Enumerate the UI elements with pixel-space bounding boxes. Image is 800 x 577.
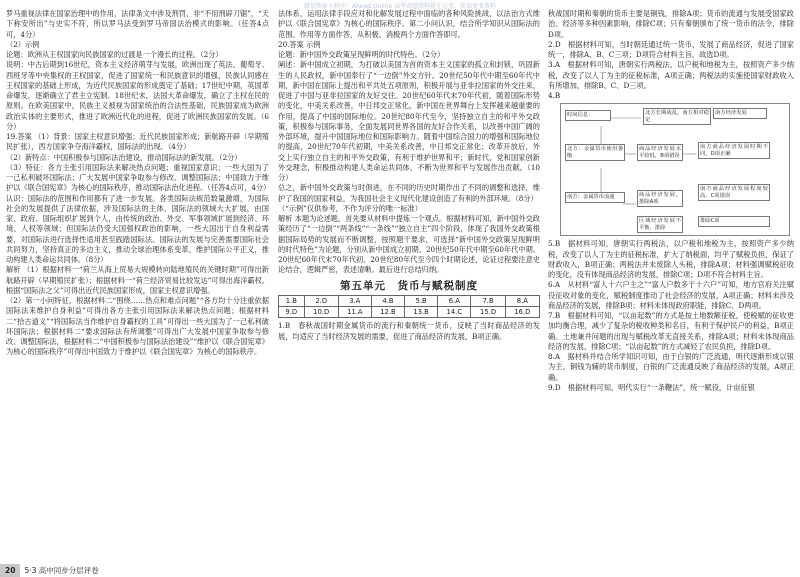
unit-title: 第五单元 货币与赋税制度 <box>340 279 478 292</box>
column-middle <box>278 9 540 342</box>
paragraph: 说明：中古后期到16世纪，资本主义经济萌芽与发展，欧洲出现了英法、葡萄牙、西班牙等中央集权的王权国家，促进了国家统一和民族意识的增强，民族认同感在王权国家的基础上形成，为近代民族国家的形成奠定了基础；17世纪中期，英国革命爆发，逐渐确立了君主立宪制。18世纪末，法国大革命爆发，确立了主权在民的原则。在欧美国家中，民族主义被视为国家统治的合法性基础，民族国家成为欧洲政治实体的主要形式，推进了欧洲近代化的进程，促进了欧洲民族国家的发展。（6分） <box>6 60 269 131</box>
watermark: 微信搜索小程序：Ahead.Online 高考命题资料就在这里，获取更多资料 <box>303 3 497 10</box>
page-footer <box>0 563 190 577</box>
book-title: 5·3 高中同步分层评卷 <box>24 565 99 575</box>
analysis-diagram <box>560 103 790 236</box>
paragraph: （“示例”仅供参考，不作为评分的唯一标准） <box>278 203 422 213</box>
paragraph: （2）新特点：中国积极参与国际法治建设，推动国际法的新发展。（2分） <box>6 152 242 162</box>
answer-cell: 9.D <box>279 307 305 318</box>
paragraph: 论题：新中国外交政策呈现鲜明的时代特色。（2分） <box>278 50 445 59</box>
paragraph: 2.D 根据材料可知，当时朝廷通过统一货币，发展了商品经济，促进了国家统一，排除A、B、C三项；D项符合材料主旨，故选D项。 <box>548 39 794 59</box>
answer-cell: 2.D <box>304 295 338 306</box>
paragraph: 20.答案 示例 <box>278 39 321 49</box>
paragraph: 19.答案 （1）背景：国家主权意识增强；近代民族国家形成；新航路开辟（早期殖民扩张），西方国家争夺海洋霸权，国际法的出现。（4分） <box>6 132 269 152</box>
diagram-node: 南方商品经济发展程度较高，C项错误 <box>698 184 770 201</box>
answer-cell: 5.B <box>405 295 438 306</box>
diagram-node: 北方长期战乱，南方相对稳定 <box>643 108 711 125</box>
paragraph: 解析 （1）根据材料一“荷兰从海上贸易大规模转向陆地殖民的关键时期”可得出新航路开辟（早期殖民扩张）；根据材料一“荷兰经济贸易比较发达”可得出海洋霸权。根据“国际法之父”可得出近代民族国家形成，国家主权意识增强。 <box>6 265 269 295</box>
paragraph: 秋战国时期和秦朝的货币主要是铜钱，排除A项；货币的流通与发展受国家政治、经济等多种因素影响，排除C项；只有秦朝颁布了统一货币的法令，排除D项。 <box>548 9 794 39</box>
diagram-node: 北方：金属货币使用萎缩 <box>565 144 625 161</box>
diagram-node: 时间信息： <box>565 110 611 121</box>
paragraph: 5.B 据材料可知，唐朝实行两税法，以户税和地税为主，按照资产多少纳税，改变了以人丁为主的征税标准，扩大了纳税面，均平了赋税负担，保证了财政收入，B项正确；两税法并未废除人头税，排除A项；材料强调赋税征收的变化，没有体现商品经济的发展，排除C项；D项不符合材料主旨。 <box>548 239 794 279</box>
paragraph: 认识：国际法的范围和作用都有了进一步发展。各类国际法规范数量激增，为国际社会的发展提供了法律依据，涉及国际法的主体、国际法的领域大大扩展，由国家、政府、国际组织扩展到个人，由传统的政治、外交、军事领域扩展到经济、环境、人权等领域；但国际法仍受大国强权政治的影响，一些大国出于自身利益需要，对国际法进行选择性适用甚至践踏国际法。国际法的发展与完善需要国际社会共同努力，坚持真正的多边主义，推动全球治理体系变革，维护国际公平正义，推动构建人类命运共同体。（8分） <box>6 193 269 264</box>
paragraph: 6.A 从材料“富人十六户主之”“富人户数多于十六户”可知，地方官府关注赋役征收对象的变化，赋税制度推动了社会经济的发展，A项正确；材料未涉及商品经济的发展，排除B项；材料未体现政府职能，排除C、D两项。 <box>548 280 794 310</box>
paragraph: 总之，新中国外交政策与时俱进，在不同的历史时期作出了不同的调整和选择，维护了我国的国家利益，为我国社会主义现代化建设创造了有利的外部环境。（8分） <box>278 183 540 203</box>
answer-cell: 11.A <box>338 307 371 318</box>
answer-cell: 10.D <box>304 307 338 318</box>
paragraph: 1.B 春秋战国时期金属货币的流行和秦朝统一货币，反映了当时商品经济的发展，均适应了当时经济发展的需要，促进了商品经济的发展，B项正确。 <box>278 321 540 341</box>
paragraph: 3.A 根据材料可知，唐朝实行两税法，以户税和地税为主，按照资产多少纳税，改变了以人丁为主的征税标准，A项正确；两税法的实施使国家财政收入有所增加，排除B、C、D三项。 <box>548 60 794 90</box>
paragraph: （3）特征：各方主张引用国际法来解决热点问题；重视国家意识；一些大国为了一己私利破坏国际法；广大发展中国家争取参与修改、调整国际法；中国致力于维护以《联合国宪章》为核心的国际秩序，推动国际法治化进程。（任答4点可，4分） <box>6 162 271 193</box>
answer-cell: 12.B <box>371 307 404 318</box>
answer-cell: 16.D <box>505 307 539 318</box>
diagram-node: 区域经济发展不平衡，排除 <box>637 216 683 233</box>
paragraph: 7.B 根据材料可知，“以亩起数”的方式是按土地数额征税，使税赋的征收更加均衡合理，减少了复杂的税收种类和名目，有利于保护民户的利益，B项正确。土地兼并问题的出现与赋税改革无直接关系，排除A项；材料未体现商品经济的发展，排除C项；“以亩起数”的方式减轻了农民负担，排除D项。 <box>548 311 794 351</box>
diagram-node: 商品经济发展，排除A项 <box>637 190 683 207</box>
answer-table <box>278 295 540 319</box>
answer-cell: 4.B <box>371 295 404 306</box>
paragraph: 阐述：新中国成立初期，为打破以美国为首的资本主义国家的孤立和封锁，巩固新生的人民政权，新中国奉行了“一边倒”外交方针。20世纪50年代中期至60年代中期，新中国在国际上提出和平共处五项原则，积极开展与亚非拉国家的外交往来，促进了中国与亚非拉国家的友好交往。20世纪60年代末70年代初，随着国际形势的变化，中美关系改善，中日邦交正常化，新中国在世界舞台上发挥越来越重要的作用，提高了中国的国际地位。20世纪80年代至今，坚持独立自主的和平外交政策，积极参与国际事务，全面发展同世界各国的友好合作关系，以改善中国广阔的外部环境，提升中国国际地位和国际影响力。随着中国综合国力的增强和国际地位的提高，20世纪70年代初期，中美关系改善，中日邦交正常化；改革开放后，外交上实行独立自主的和平外交政策，有利于维护世界和平；新时代，党和国家创新外交理念，积极推动构建人类命运共同体，不断为世界和平与发展作出贡献。（10分） <box>278 60 540 182</box>
paragraph: 8.A 据材料并结合所学知识可知，由于白银的广泛流通，明代逐渐形成以银为主、铜钱为辅的货币制度，白银的广泛流通反映了商品经济的发展，A项正确。 <box>548 352 794 382</box>
answer-cell: 8.A <box>505 295 539 306</box>
diagram-node: 南方商品经济发展时期不同，D项正确 <box>698 142 770 159</box>
answer-cell: 7.B <box>471 295 505 306</box>
answer-cell: 15.D <box>471 307 505 318</box>
paragraph: 9.D 根据材料可知，明代实行“一条鞭法”，统一赋役，计亩征银 <box>548 382 755 392</box>
paragraph: （2）示例 <box>6 39 40 49</box>
paragraph: 4.B <box>548 91 561 100</box>
paragraph: 法体系，运用法律手段应对和化解发展过程中面临的各种风险挑战，以法治方式维护以《联合国宪章》为核心的国际秩序。第二小问认识，结合所学知识从国际法的范围、作用等方面作答，从积极、消极两个方面作答即可。 <box>278 9 540 39</box>
diagram-node: 商品经济发展水平较低，B项错误 <box>637 144 683 161</box>
answer-cell: 14.C <box>438 307 471 318</box>
page-number: 20 <box>0 564 20 577</box>
table-row <box>279 307 540 318</box>
column-right <box>548 9 794 393</box>
answer-cell: 13.B <box>405 307 438 318</box>
paragraph: 解析 本题为论述题，首先要从材料中提炼一个观点。根据材料可知，新中国外交政策经历了“一边倒”“两条线”“一条线”“独立自主”四个阶段，体现了我国外交政策根据国际局势的发展而不断调整，按照题干要求，可选择“新中国外交政策呈现鲜明的时代特色”为论题，分别从新中国成立初期、20世纪50年代中期至60年代中期、20世纪60年代末70年代初、20世纪80年代至今四个时期论述，论证过程要注意史论结合，逻辑严密，表述清晰。最后进行总结归纳。 <box>278 214 540 275</box>
answer-cell: 6.A <box>438 295 471 306</box>
answer-cell: 3.A <box>338 295 371 306</box>
paragraph: 论题：欧洲从王权国家向民族国家的过渡是一个漫长的过程。（2分） <box>6 50 223 59</box>
paragraph: （2）第一小问特征，根据材料二“围绕……热点和难点问题”“各方均十分注重依据国际法来维护自身利益”可得出各方主张引用国际法来解决热点问题；根据材料二“拾古道义”“将国际法当作维护自身霸权的工具”可得出一些大国为了一己私利破坏国际法；根据材料二“要求国际法有所调整”可得出广大发展中国家争取参与修改、调整国际法，根据材料二“中国积极参与国际法治建设”“维护以《联合国宪章》为核心的国际秩序”可得出中国致力于维护以《联合国宪章》为核心的国际秩序。 <box>6 296 269 357</box>
table-row <box>279 295 540 306</box>
diagram-node: 南方经济发展 <box>713 108 767 119</box>
diagram-node: 排除C项 <box>698 216 770 227</box>
diagram-node: 南方：金属货币流通 <box>565 192 625 203</box>
column-left <box>6 9 269 358</box>
answer-cell: 1.B <box>279 295 305 306</box>
paragraph: 罗马重视法律在国家治理中的作用，法律条文中涉及刑罚，非“不用刑辟刀锯”，“天下称安所出”与史实不符，所以罗马法受到罗马帝国法治模式的影响。（任答4点可，4分） <box>6 9 269 39</box>
